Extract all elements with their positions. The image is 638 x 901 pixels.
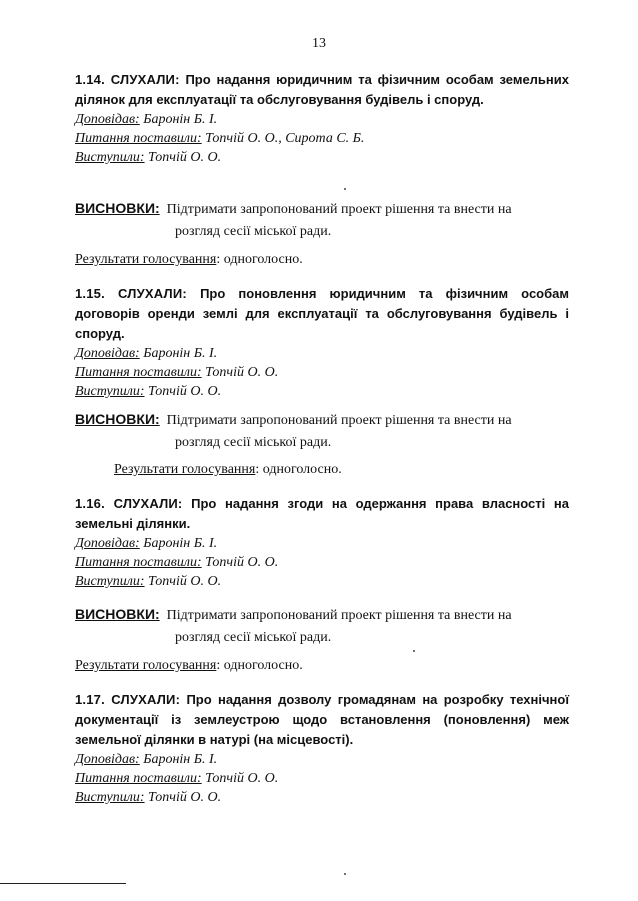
page-number: 13 — [312, 36, 326, 51]
speaker-name: Баронін Б. І. — [143, 752, 218, 767]
item-subject: Про надання дозволу громадянам на розробку технічної документації із землеустрою щодо встановлення (поновлення) меж земельної ділянки в натурі (на місцевості). — [75, 692, 569, 747]
spoke-label: Виступили: — [75, 574, 145, 589]
spoke-names: Топчій О. О. — [148, 150, 222, 165]
heard-label: СЛУХАЛИ: — [110, 72, 180, 87]
agenda-heading — [75, 70, 569, 110]
item-number: 1.15. — [75, 286, 105, 301]
item-subject: Про надання юридичним та фізичним особам земельних ділянок для експлуатації та обслуговування будівель і споруд. — [75, 72, 569, 107]
spoke-names: Топчій О. О. — [148, 384, 222, 399]
agenda-heading — [75, 284, 569, 344]
speaker-label: Доповідав: — [75, 112, 140, 127]
agenda-item-1-14 — [75, 70, 569, 167]
item-subject: Про надання згоди на одержання права власності на земельні ділянки. — [75, 496, 569, 531]
conclusion-block — [75, 197, 569, 243]
questions-label: Питання поставили: — [75, 365, 202, 380]
agenda-item-1-15 — [75, 284, 569, 401]
spoke-line — [75, 788, 569, 807]
conclusion-text: Підтримати запропонований проект рішення та внести на — [166, 413, 512, 428]
questions-line — [75, 363, 569, 382]
spoke-label: Виступили: — [75, 384, 145, 399]
agenda-item-1-16 — [75, 494, 569, 591]
conclusion-label: ВИСНОВКИ: — [75, 606, 160, 622]
spoke-line — [75, 572, 569, 591]
vote-value: : одноголосно. — [216, 252, 303, 267]
vote-result — [114, 461, 342, 479]
vote-label: Результати голосування — [75, 252, 217, 267]
questions-label: Питання поставили: — [75, 555, 202, 570]
agenda-heading — [75, 494, 569, 534]
agenda-item-1-17 — [75, 690, 569, 807]
scan-speck — [413, 650, 415, 652]
scan-speck — [344, 873, 346, 875]
questions-line — [75, 129, 569, 148]
speaker-label: Доповідав: — [75, 346, 140, 361]
item-number: 1.16. — [75, 496, 105, 511]
item-number: 1.17. — [75, 692, 105, 707]
footnote-separator — [0, 883, 126, 884]
spoke-line — [75, 148, 569, 167]
spoke-label: Виступили: — [75, 790, 145, 805]
conclusion-block — [75, 408, 569, 454]
questions-names: Топчій О. О. — [205, 771, 279, 786]
conclusion-label: ВИСНОВКИ: — [75, 200, 160, 216]
speaker-label: Доповідав: — [75, 536, 140, 551]
conclusion-block — [75, 603, 569, 649]
vote-value: : одноголосно. — [255, 462, 342, 477]
questions-line — [75, 553, 569, 572]
vote-label: Результати голосування — [75, 658, 217, 673]
speaker-line — [75, 750, 569, 769]
vote-result — [75, 251, 303, 269]
questions-names: Топчій О. О., Сирота С. Б. — [205, 131, 365, 146]
vote-value: : одноголосно. — [216, 658, 303, 673]
spoke-line — [75, 382, 569, 401]
item-subject: Про поновлення юридичним та фізичним особам договорів оренди землі для експлуатації та обслуговування будівель і споруд. — [75, 286, 569, 341]
heard-label: СЛУХАЛИ: — [118, 286, 187, 301]
speaker-line — [75, 534, 569, 553]
scan-speck — [344, 188, 346, 190]
questions-names: Топчій О. О. — [205, 555, 279, 570]
conclusion-text-cont: розгляд сесії міської ради. — [175, 435, 332, 450]
vote-label: Результати голосування — [114, 462, 256, 477]
item-number: 1.14. — [75, 72, 105, 87]
conclusion-text: Підтримати запропонований проект рішення та внести на — [166, 608, 512, 623]
spoke-label: Виступили: — [75, 150, 145, 165]
questions-label: Питання поставили: — [75, 771, 202, 786]
speaker-name: Баронін Б. І. — [143, 112, 218, 127]
agenda-heading — [75, 690, 569, 750]
speaker-label: Доповідав: — [75, 752, 140, 767]
questions-line — [75, 769, 569, 788]
speaker-name: Баронін Б. І. — [143, 536, 218, 551]
heard-label: СЛУХАЛИ: — [111, 692, 181, 707]
speaker-line — [75, 344, 569, 363]
conclusion-text-cont: розгляд сесії міської ради. — [175, 224, 332, 239]
conclusion-text-cont: розгляд сесії міської ради. — [175, 630, 332, 645]
speaker-line — [75, 110, 569, 129]
speaker-name: Баронін Б. І. — [143, 346, 218, 361]
questions-names: Топчій О. О. — [205, 365, 279, 380]
spoke-names: Топчій О. О. — [148, 574, 222, 589]
conclusion-label: ВИСНОВКИ: — [75, 411, 160, 427]
heard-label: СЛУХАЛИ: — [113, 496, 183, 511]
spoke-names: Топчій О. О. — [148, 790, 222, 805]
vote-result — [75, 657, 303, 675]
questions-label: Питання поставили: — [75, 131, 202, 146]
conclusion-text: Підтримати запропонований проект рішення та внести на — [166, 202, 512, 217]
